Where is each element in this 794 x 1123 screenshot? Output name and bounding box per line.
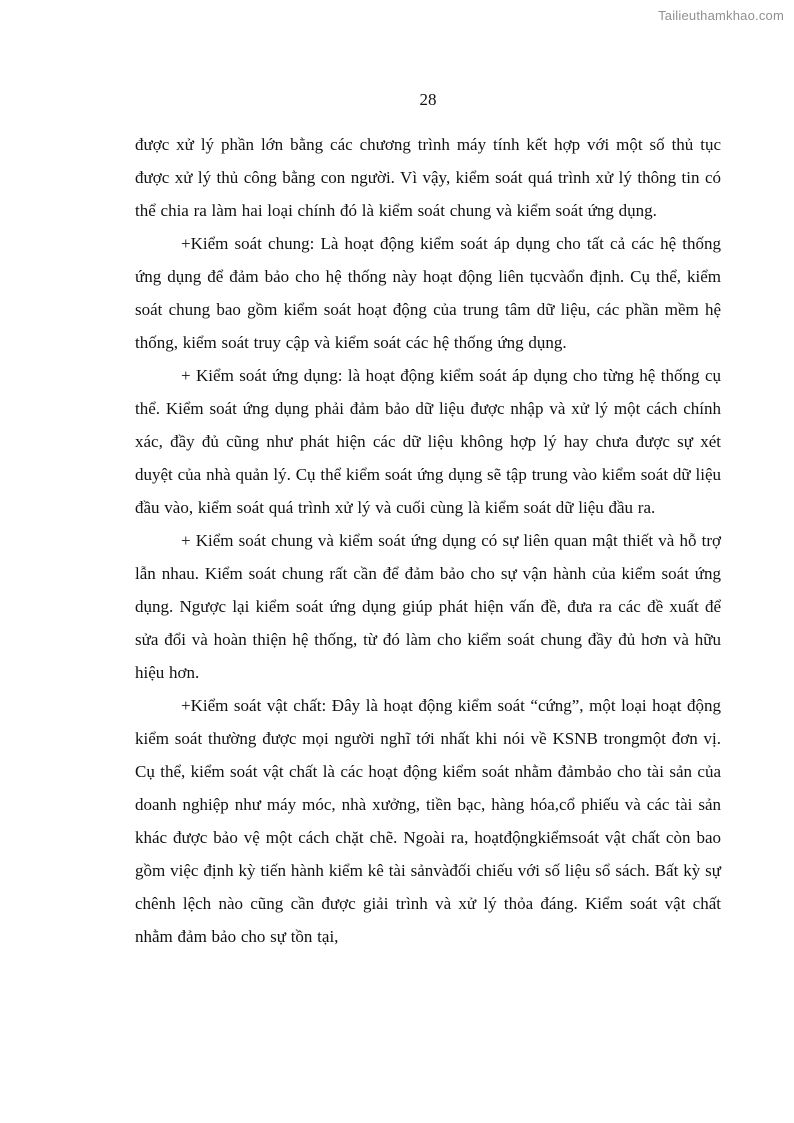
paragraph: +Kiểm soát chung: Là hoạt động kiểm soát áp dụng cho tất cả các hệ thống ứng dụng để đảm bảo cho hệ thống này hoạt động liên tụcvàổn định. Cụ thể, kiểm soát chung bao gồm kiểm soát hoạt động của trung tâm dữ liệu, các phần mềm hệ thống, kiểm soát truy cập và kiểm soát các hệ thống ứng dụng. xyxy=(135,234,721,352)
watermark: Tailieuthamkhao.com xyxy=(658,8,784,23)
paragraph: + Kiểm soát chung và kiểm soát ứng dụng có sự liên quan mật thiết và hỗ trợ lẫn nhau. Kiểm soát chung rất cần để đảm bảo cho sự vận hành của kiểm soát ứng dụng. Ngược lại kiểm soát ứng dụng giúp phát hiện vấn đề, đưa ra các đề xuất để sửa đổi và hoàn thiện hệ thống, từ đó làm cho kiểm soát chung đầy đủ hơn và hữu hiệu hơn. xyxy=(135,531,721,682)
paragraph: + Kiểm soát ứng dụng: là hoạt động kiểm soát áp dụng cho từng hệ thống cụ thể. Kiểm soát ứng dụng phải đảm bảo dữ liệu được nhập và xử lý một cách chính xác, đầy đủ cũng như phát hiện các dữ liệu không hợp lý hay chưa được sự xét duyệt của nhà quản lý. Cụ thể kiểm soát ứng dụng sẽ tập trung vào kiểm soát dữ liệu đầu vào, kiểm soát quá trình xử lý và cuối cùng là kiểm soát dữ liệu đầu ra. xyxy=(135,366,721,517)
paragraph: +Kiểm soát vật chất: Đây là hoạt động kiểm soát “cứng”, một loại hoạt động kiểm soát thường được mọi người nghĩ tới nhất khi nói về KSNB trongmột đơn vị. Cụ thể, kiểm soát vật chất là các hoạt động kiểm soát nhằm đảmbảo cho tài sản của doanh nghiệp như máy móc, nhà xưởng, tiền bạc, hàng hóa,cổ phiếu và các tài sản khác được bảo vệ một cách chặt chẽ. Ngoài ra, hoạtđộngkiểmsoát vật chất còn bao gồm việc định kỳ tiến hành kiểm kê tài sảnvàđối chiếu với số liệu sổ sách. Bất kỳ sự chênh lệch nào cũng cần được giải trình và xử lý thỏa đáng. Kiểm soát vật chất nhằm đảm bảo cho sự tồn tại, xyxy=(135,696,721,946)
paragraph: được xử lý phần lớn bằng các chương trình máy tính kết hợp với một số thủ tục được xử lý thủ công bằng con người. Vì vậy, kiểm soát quá trình xử lý thông tin có thể chia ra làm hai loại chính đó là kiểm soát chung và kiểm soát ứng dụng. xyxy=(135,135,721,220)
document-body xyxy=(135,128,721,953)
page-number: 28 xyxy=(419,90,437,109)
